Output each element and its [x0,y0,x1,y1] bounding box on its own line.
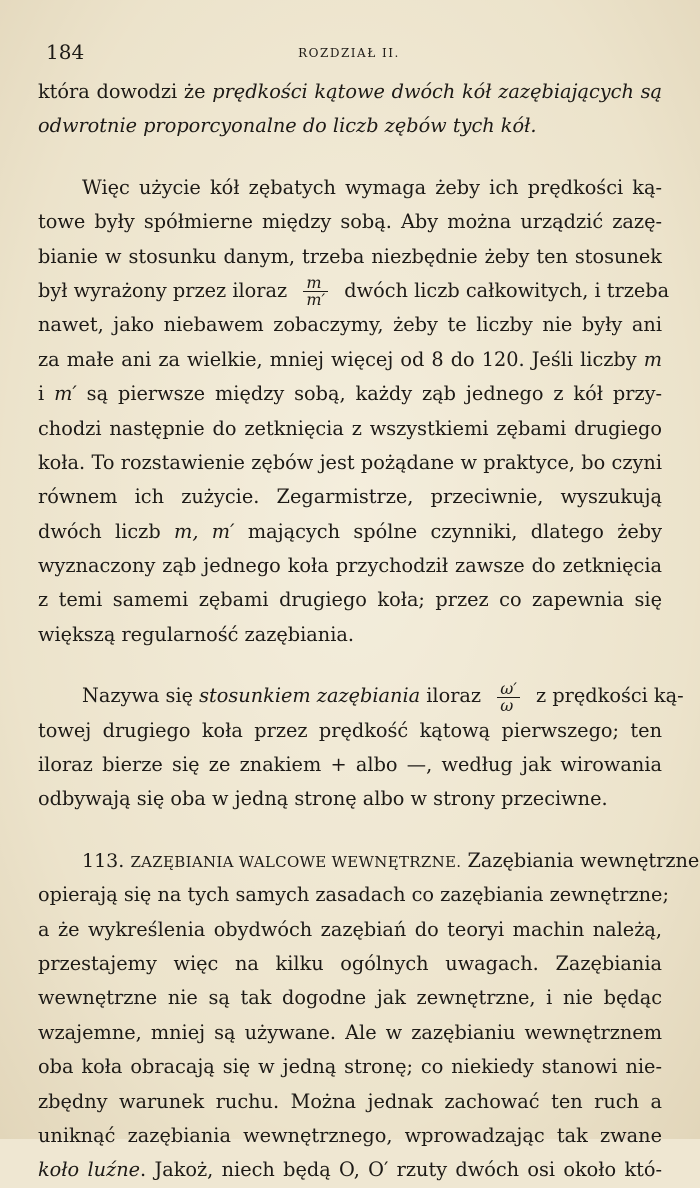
text-run: opierają się na tych samych zasadach co zazębiania zewnętrzne; [38,883,669,907]
paragraph-gap [38,652,662,679]
section-heading-line [38,844,700,878]
italic-run: m, m′ [174,519,235,543]
page-number: 184 [46,40,85,64]
text-run: wyznaczony ząb jednego koła przychodził zawsze do zetknięcia [38,554,662,578]
section-number: 113. [82,849,125,872]
italic-run: m [643,347,662,371]
text-run: i [38,382,55,406]
text-line [38,782,662,816]
paragraph-gap [38,144,662,171]
text-run: nawet, jako niebawem zobaczymy, żeby te liczby nie były ani [38,313,662,337]
text-run: wzajemne, mniej są używane. Ale w zazębianiu wewnętrznem [38,1020,662,1044]
text-run: Nazywa się [82,684,200,708]
text-line [38,981,662,1015]
text-run: są pierwsze między sobą, każdy ząb jednego z kół przy- [76,382,663,406]
page-header [38,40,660,64]
section-title: ZAZĘBIANIA WALCOWE WEWNĘTRZNE. [130,852,462,871]
text-run: równem ich zużycie. Zegarmistrze, przeciwnie, wyszukują [38,485,662,509]
text-line [38,240,662,274]
text-run: . Jakoż, niech będą O, O′ rzuty dwóch osi około któ- [140,1158,663,1182]
text-line [38,1119,662,1153]
text-run: uniknąć zazębiania wewnętrznego, wprowadzając tak zwane [38,1123,662,1147]
text-line [38,1153,662,1187]
text-line [38,377,662,411]
text-run: dwóch liczb całkowitych, i trzeba [344,278,670,302]
text-run: Zazębiania wewnętrzne [461,848,700,872]
text-run: z temi samemi zębami drugiego koła; przez co zapewnia się [38,588,662,612]
text-run: iloraz [420,684,482,708]
page-body [38,75,700,1188]
text-run: przestajemy więc na kilku ogólnych uwagach. Zazębiania [38,951,662,975]
text-line [38,913,662,947]
fraction-denominator: m′ [306,290,326,310]
fraction-numerator: ω′ [497,681,520,698]
italic-run: m′ [54,382,77,406]
text-run: koła. To rozstawienie zębów jest pożądane w praktyce, bo czyni [38,450,662,474]
text-run: zbędny warunek ruchu. Można jednak zachować ten ruch a [38,1089,662,1113]
text-line [38,1050,662,1084]
text-line [38,343,662,377]
text-run: Więc użycie kół zębatych wymaga żeby ich prędkości ką- [82,175,662,199]
text-line [38,583,662,617]
text-run: chodzi następnie do zetknięcia z wszystkiemi zębami drugiego [38,416,662,440]
fraction-omega-prime-over-omega [497,678,520,715]
text-run: oba koła obracają się w jedną stronę; co niekiedy stanowi nie- [38,1055,662,1079]
text-line [38,75,662,109]
text-line [38,205,662,239]
text-line [38,109,662,143]
text-line [38,273,670,310]
italic-run: odwrotnie proporcyonalne do liczb zębów tych kół. [38,114,537,138]
fraction-numerator: m [303,275,328,292]
text-run: która dowodzi że [38,80,213,103]
text-line [38,714,662,748]
text-line [38,678,684,715]
text-run: towe były spółmierne między sobą. Aby można urządzić zazę- [38,210,662,234]
text-line [38,515,662,549]
text-line [38,446,662,480]
text-run: wewnętrzne nie są tak dogodne jak zewnętrzne, i nie będąc [38,986,662,1010]
text-run: a że wykreślenia obydwóch zazębiań do teoryi machin należą, [38,917,662,941]
text-run: mających spólne czynniki, dlatego żeby [234,519,663,543]
text-line [38,171,662,205]
text-line [38,1085,662,1119]
italic-run: stosunkiem zazębiania [199,684,421,708]
fraction-m-over-m-prime [303,275,328,308]
text-line [38,748,662,782]
text-run: odbywają się oba w jedną stronę albo w strony przeciwne. [38,787,608,811]
italic-run: prędkości kątowe dwóch kół zazębiających są [212,80,662,103]
text-line [38,878,669,912]
text-run: większą regularność zazębiania. [38,622,354,646]
paragraph-gap [38,817,662,844]
text-line [38,480,662,514]
text-run: bianie w stosunku danym, trzeba niezbędnie żeby ten stosunek [38,244,662,268]
text-line [38,947,662,981]
text-run: za małe ani za wielkie, mniej więcej od 8 do 120. Jeśli liczby [38,347,644,371]
fraction-denominator: ω [500,695,514,715]
text-line [38,618,662,652]
running-head: ROZDZIAŁ II. [298,46,400,60]
text-run: towej drugiego koła przez prędkość kątową pierwszego; ten [38,718,662,742]
text-line [38,308,662,342]
text-run: dwóch liczb [38,519,175,543]
text-line [38,412,662,446]
text-run: z prędkości ką- [536,684,684,708]
text-line [38,1016,662,1050]
text-run: był wyrażony przez iloraz [38,278,288,302]
text-run: iloraz bierze się ze znakiem + albo —, według jak wirowania [38,753,662,777]
text-line [38,549,662,583]
italic-run: koło luźne [38,1158,141,1182]
